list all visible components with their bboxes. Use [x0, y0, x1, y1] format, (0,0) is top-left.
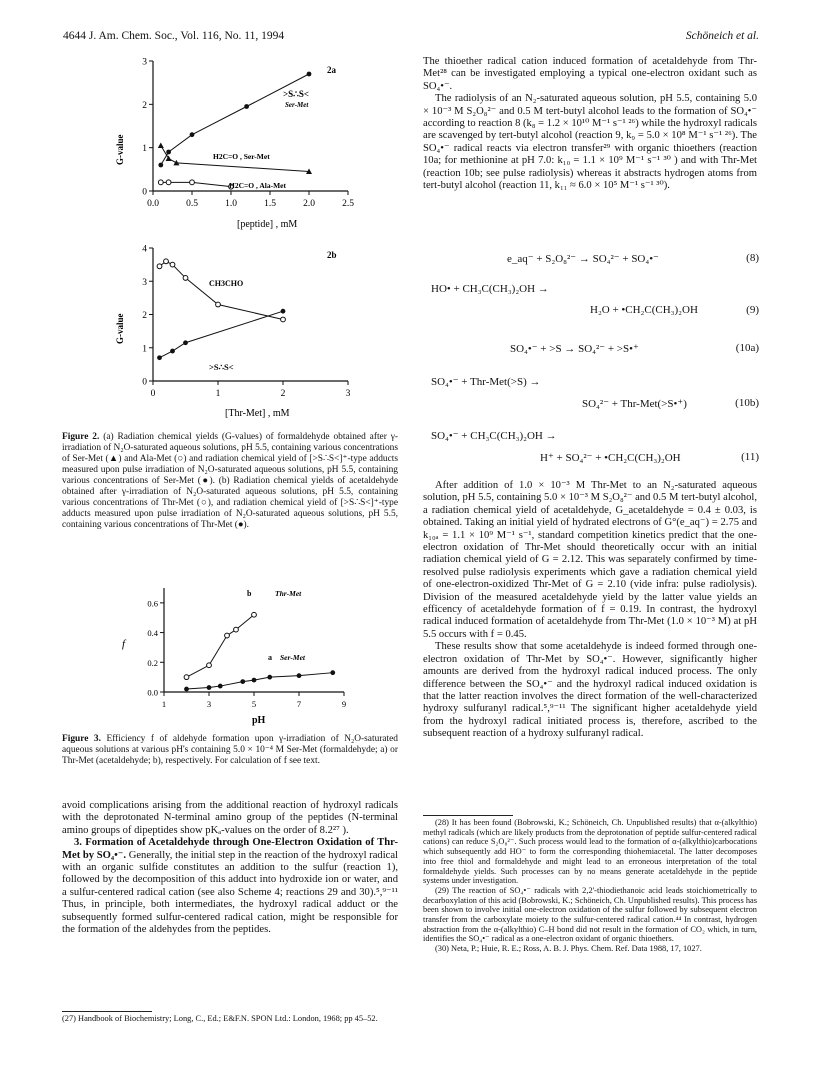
running-header: 4644 J. Am. Chem. Soc., Vol. 116, No. 11, 1994 — [63, 30, 285, 42]
left-body — [62, 800, 398, 936]
figure-2b-ylabel: G-value — [115, 313, 125, 344]
figure-2a-panel: 2a — [327, 65, 336, 75]
fig3-x-tick-label: 3 — [206, 699, 212, 709]
footnote-rule-right — [423, 815, 513, 816]
fig3-series-0-point — [252, 612, 257, 617]
figure-3-chart — [112, 582, 352, 727]
footnote-27: (27) Handbook of Biochemistry; Long, C., Ed.; E&F.N. SPON Ltd.: London, 1968; pp 45–52. — [62, 1014, 378, 1023]
equation-9-line-1: HO• + CH₃C(CH₃)₂OH → — [431, 283, 549, 295]
right-paragraph-4: These results show that some acetaldehyde is indeed formed through one-electron oxidation of Thr-Met by SO₄•⁻. However, significantly higher amounts are derived from the hydroxyl radical induced process. The only difference between the SO₄•⁻ and the hydroxyl radical induced oxidation is that the latter reaction involves the direct formation of the well-characterized hydroxy sulfuranyl radical.⁵,⁹⁻¹¹ The significant higher acetaldehyde yield from the hydroxyl radical initiated process is, therefore, ascribed to the subsequent reaction of a hydroxy sulfuranyl radical. — [423, 641, 757, 740]
footnote-28: (28) It has been found (Bobrowski, K.; Schöneich, Ch. Unpublished results) that α-(alkylthio) methyl radicals (which are likely products from the deprotonation of peptide sulfur-centered radical cations) can reduce S₂O₈²⁻. Such process would lead to the formation of α-(alkylthio)carbocations which subsequently add HO⁻ to form the corresponding thiohemiacetal. The latter decomposes into free thiol and formaldehyde and might lead to an erroneous interpretation of the total formaldehyde yields. Such processes can by no means generate acetaldehyde in the peptide systems under investigation. — [423, 818, 757, 886]
footnote-30: (30) Neta, P.; Huie, R. E.; Ross, A. B. J. Phys. Chem. Ref. Data 1988, 17, 1027. — [435, 944, 702, 954]
fig2b-series-1-point — [157, 355, 162, 360]
right-body-top — [423, 56, 757, 192]
fig3-x-tick-label: 7 — [296, 699, 302, 709]
left-paragraph-2-text: Generally, the initial step in the reaction of the hydroxyl radical with an organic sulfide constitutes an addition to the sulfur (reaction 1), followed by the decomposition of this adduct into hydroxide ion or water, and a sulfur-centered radical cation (see also Scheme 4; reactions 29 and 30).⁵,⁹⁻¹¹ Thus, in principle, both intermediates, the hydroxyl radical adduct or the subsequently formed sulfur-centered radical cation, might be responsible for the formation of the aldehydes from the peptides. — [62, 849, 398, 936]
fig2a-series-1-point — [158, 143, 164, 149]
fig2b-series-0-point — [183, 276, 188, 281]
fig2b-series-0-point — [164, 259, 169, 264]
fig3-series-1-point — [252, 678, 257, 683]
figure-3-b-name: Thr-Met — [275, 589, 302, 598]
fig2b-x-tick-label: 2 — [280, 389, 286, 399]
fig2b-series-0-line — [160, 261, 284, 319]
right-body-bottom — [423, 480, 757, 741]
fig2a-x-tick-label: 1.5 — [264, 199, 276, 209]
figure-2a-adduct-label: >S∴S< — [283, 89, 309, 99]
figure-2-caption — [62, 432, 398, 531]
fig2b-series-0-point — [216, 302, 221, 307]
figure-2b-ch3cho-label: CH3CHO — [209, 279, 244, 288]
footnote-rule-left — [62, 1011, 152, 1012]
fig2a-x-tick-label: 2.0 — [303, 199, 315, 209]
right-paragraph-1: The thioether radical cation induced formation of acetaldehyde from Thr-Met²⁸ can be investigated employing a typical one-electron oxidant such as SO₄•⁻. — [423, 56, 757, 92]
fig2a-y-tick-label: 1 — [142, 144, 147, 155]
fig2a-x-tick-label: 2.5 — [342, 199, 354, 209]
footnote-29: (29) The reaction of SO₄•⁻ radicals with 2,2'-thiodiethanoic acid leads stoichiometrically to decarboxylation of this acid (Bobrowski, K.; Schöneich, Ch. Unpublished results). This process has been shown to involve initial one-electron oxidation of the sulfur followed by subsequent electron transfer from the carboxylate moiety to the sulfur-centered radical cation.⁴⁴ In contrast, hydrogen abstraction from the α-(alkylthio) C–H bond did not result in the formation of CO₂ which, in turn, identifies the SO₄•⁻ radical as a one-electron oxidant of organic thioethers. — [423, 885, 757, 944]
fig3-x-tick-label: 5 — [251, 699, 257, 709]
fig2b-series-1-point — [183, 340, 188, 345]
fig3-series-0-line — [187, 615, 255, 677]
figure-3-ylabel: f — [122, 638, 126, 650]
figure-2a-serm-label: H2C=O , Ser-Met — [213, 152, 270, 161]
equation-10b-line-1: SO₄•⁻ + Thr-Met(>S) → — [431, 376, 541, 388]
figure-2a-adduct-sub: Ser-Met — [285, 101, 309, 109]
fig3-y-tick-label: 0.2 — [147, 657, 158, 668]
fig3-series-0-point — [207, 663, 212, 668]
fig2b-y-tick-label: 3 — [142, 277, 147, 288]
fig2b-x-tick-label: 3 — [345, 389, 351, 399]
figure-2a-alam-label: H2C=O , Ala-Met — [229, 181, 286, 190]
figure-2b-panel: 2b — [327, 250, 337, 260]
fig2b-series-1-point — [170, 349, 175, 354]
figure-3-label: Figure 3. — [62, 734, 101, 744]
equation-10b-line-2: SO₄²⁻ + Thr-Met(>S•⁺) — [582, 398, 687, 410]
fig2a-series-0-point — [190, 132, 195, 137]
equation-11-line-2: H⁺ + SO₄²⁻ + •CH₂C(CH₃)₂OH — [540, 452, 681, 464]
fig2b-x-tick-label: 0 — [150, 389, 156, 399]
fig2a-x-tick-label: 1.0 — [225, 199, 237, 209]
fig2a-y-tick-label: 0 — [142, 187, 147, 198]
fig2b-y-tick-label: 2 — [142, 311, 147, 321]
equation-10a-number: (10a) — [735, 342, 759, 354]
fig2b-series-0-point — [170, 262, 175, 267]
fig2b-x-tick-label: 1 — [215, 389, 221, 399]
fig2a-x-tick-label: 0.5 — [186, 199, 198, 209]
fig3-series-1-point — [297, 673, 302, 678]
fig2a-series-0-point — [307, 72, 312, 77]
fig3-x-tick-label: 9 — [341, 699, 347, 709]
section-heading: 3. Formation of Acetaldehyde through One-Electron Oxidation of Thr-Met by SO₄•⁻. — [62, 837, 398, 861]
equation-8: e_aq⁻ + S₂O₈²⁻ → SO₄²⁻ + SO₄•⁻ — [507, 253, 659, 265]
figure-2-text: (a) Radiation chemical yields (G-values) of formaldehyde obtained after γ-irradiation of N₂O-saturated aqueous solutions, pH 5.5, containing various concentrations of Ser-Met (▲) and Ala-Met (○) and radiation chemical yield of [>S∴S<]⁺-type adducts measured upon pulse irradiation of N₂O-saturated aqueous solutions, pH 5.5, containing various concentrations of Ser-Met (●). (b) Radiation chemical yields of acetaldehyde obtained after γ-irradiation of N₂O-saturated aqueous solutions, pH 5.5, containing various concentrations of Thr-Met (○), and radiation chemical yield of [>S∴S<]⁺-type adducts measured upon pulse irradiation of N₂O-saturated aqueous solutions, pH 5.5, containing various concentrations of Thr-Met (●). — [62, 432, 399, 530]
equation-9-number: (9) — [746, 304, 759, 316]
equation-11-number: (11) — [741, 451, 759, 463]
footnotes-right — [423, 818, 757, 954]
fig3-series-0-point — [234, 627, 239, 632]
fig3-y-tick-label: 0.0 — [147, 687, 158, 698]
figure-2b-adduct-label: >S∴S< — [209, 362, 234, 372]
equation-11-line-1: SO₄•⁻ + CH₃C(CH₃)₂OH → — [431, 430, 557, 442]
fig2a-x-tick-label: 0.0 — [147, 199, 159, 209]
fig2b-y-tick-label: 4 — [142, 244, 147, 255]
left-paragraph-2 — [62, 837, 398, 936]
fig2b-series-0-point — [157, 264, 162, 269]
fig2a-y-tick-label: 3 — [142, 57, 147, 68]
left-paragraph-1: avoid complications arising from the additional reaction of hydroxyl radicals with the deprotonated N-terminal amino group of the peptides (N-terminal amino groups of dipeptides show pKₐ-values on the order of 8.2²⁷ ). — [62, 800, 398, 836]
fig3-series-1-point — [267, 675, 272, 680]
fig2b-series-1-point — [281, 309, 286, 314]
fig3-y-tick-label: 0.6 — [147, 598, 158, 609]
figure-3-xlabel: pH — [252, 715, 266, 726]
fig2a-series-2-point — [158, 180, 163, 185]
fig3-x-tick-label: 1 — [161, 699, 167, 709]
right-paragraph-3: After addition of 1.0 × 10⁻³ M Thr-Met to an N₂-saturated aqueous solution, pH 5.5, containing 5.0 × 10⁻³ M S₂O₈²⁻ and 0.5 M tert-butyl alcohol, a radiation chemical yield of acetaldehyde, G_acetaldehyde = 0.4 ± 0.03, is obtained. Taking an initial yield of hydrated electrons of G°(e_aq⁻) = 2.75 and k₁₀ₐ = 1.1 × 10⁹ M⁻¹ s⁻¹, standard competition kinetics predict that the one-electron oxidation of Thr-Met should theoretically occur with an initial radiation chemical yield of G = 2.12. This was separately confirmed by time-resolved pulse radiolysis experiments which gave a radiation chemical yield of one-electron-oxidized Thr-Met of G = 2.10 (vide infra: pulse radiolysis). Division of the measured acetaldehyde yield by the latter value yields an efficency of acetaldehyde formation of f = 0.19. In contrast, the hydroxyl radical induced formation of acetaldehyde from Thr-Met (1.0 × 10⁻³ M) at pH 5.5 occurs with f = 0.45. — [423, 480, 757, 640]
fig2b-series-0-point — [281, 317, 286, 322]
figure-2b-xlabel: [Thr-Met] , mM — [225, 408, 290, 419]
fig2a-series-0-point — [158, 163, 163, 168]
figure-2a-xlabel: [peptide] , mM — [237, 219, 298, 230]
fig3-series-0-point — [184, 675, 189, 680]
equation-9-line-2: H₂O + •CH₂C(CH₃)₂OH — [590, 304, 698, 316]
fig2a-series-2-point — [190, 180, 195, 185]
author-header: Schöneich et al. — [685, 30, 759, 42]
fig2a-series-0-point — [244, 104, 249, 109]
equation-10a: SO₄•⁻ + >S → SO₄²⁻ + >S•⁺ — [510, 343, 639, 355]
figure-3-a-name: Ser-Met — [280, 653, 305, 662]
equation-8-number: (8) — [746, 252, 759, 264]
fig2b-series-1-line — [160, 311, 284, 358]
fig3-series-1-point — [207, 685, 212, 690]
fig2a-series-0-point — [166, 150, 171, 155]
figure-2b-chart — [105, 244, 365, 424]
figure-2a-chart — [105, 55, 365, 241]
fig3-series-1-point — [218, 684, 223, 689]
figure-3-caption — [62, 734, 398, 767]
fig3-series-1-point — [240, 679, 245, 684]
right-paragraph-2: The radiolysis of an N₂-saturated aqueous solution, pH 5.5, containing 5.0 × 10⁻³ M S₂O₈²⁻ and 0.5 M tert-butyl alcohol leads to the formation of SO₄•⁻ according to reaction 8 (k₈ = 1.2 × 10¹⁰ M⁻¹ s⁻¹ ²⁶) while the hydroxyl radicals are scavenged by tert-butyl alcohol (reaction 9, k₉ = 5.0 × 10⁸ M⁻¹ s⁻¹ ²⁶). The SO₄•⁻ radical reacts via electron transfer²⁹ with organic thioethers (reaction 10a; for methionine at pH 7.0: k₁₀ = 1.1 × 10⁹ M⁻¹ s⁻¹ ³⁰ ) and with Thr-Met (reaction 10b; see pulse radiolysis) whereas it abstracts hydrogen atoms from tert-butyl alcohol (reaction 11, k₁₁ ≈ 6.0 × 10⁵ M⁻¹ s⁻¹ ³⁰). — [423, 93, 758, 192]
fig2b-y-tick-label: 1 — [142, 344, 147, 355]
fig3-y-tick-label: 0.4 — [147, 628, 158, 639]
figure-2a-ylabel: G-value — [115, 134, 125, 165]
figure-3-b-label: b — [247, 589, 252, 598]
figure-3-text: Efficiency f of aldehyde formation upon γ-irradiation of N₂O-saturated aqueous solutions at various pH's containing 5.0 × 10⁻⁴ M Ser-Met (formaldehyde; a) or Thr-Met (acetaldehyde; b), respectively. For calculation of f see text. — [62, 734, 398, 766]
figure-2b-plot — [142, 245, 350, 400]
figure-3-plot — [147, 588, 346, 709]
equation-10b-number: (10b) — [735, 397, 759, 409]
fig2a-series-2-point — [166, 180, 171, 185]
fig2b-y-tick-label: 0 — [142, 377, 147, 388]
fig3-series-0-point — [225, 633, 230, 638]
fig3-series-1-point — [330, 670, 335, 675]
fig3-series-1-point — [184, 687, 189, 692]
figure-2-label: Figure 2. — [62, 432, 100, 442]
figure-3-a-label: a — [268, 653, 272, 662]
fig2a-y-tick-label: 2 — [142, 100, 147, 111]
